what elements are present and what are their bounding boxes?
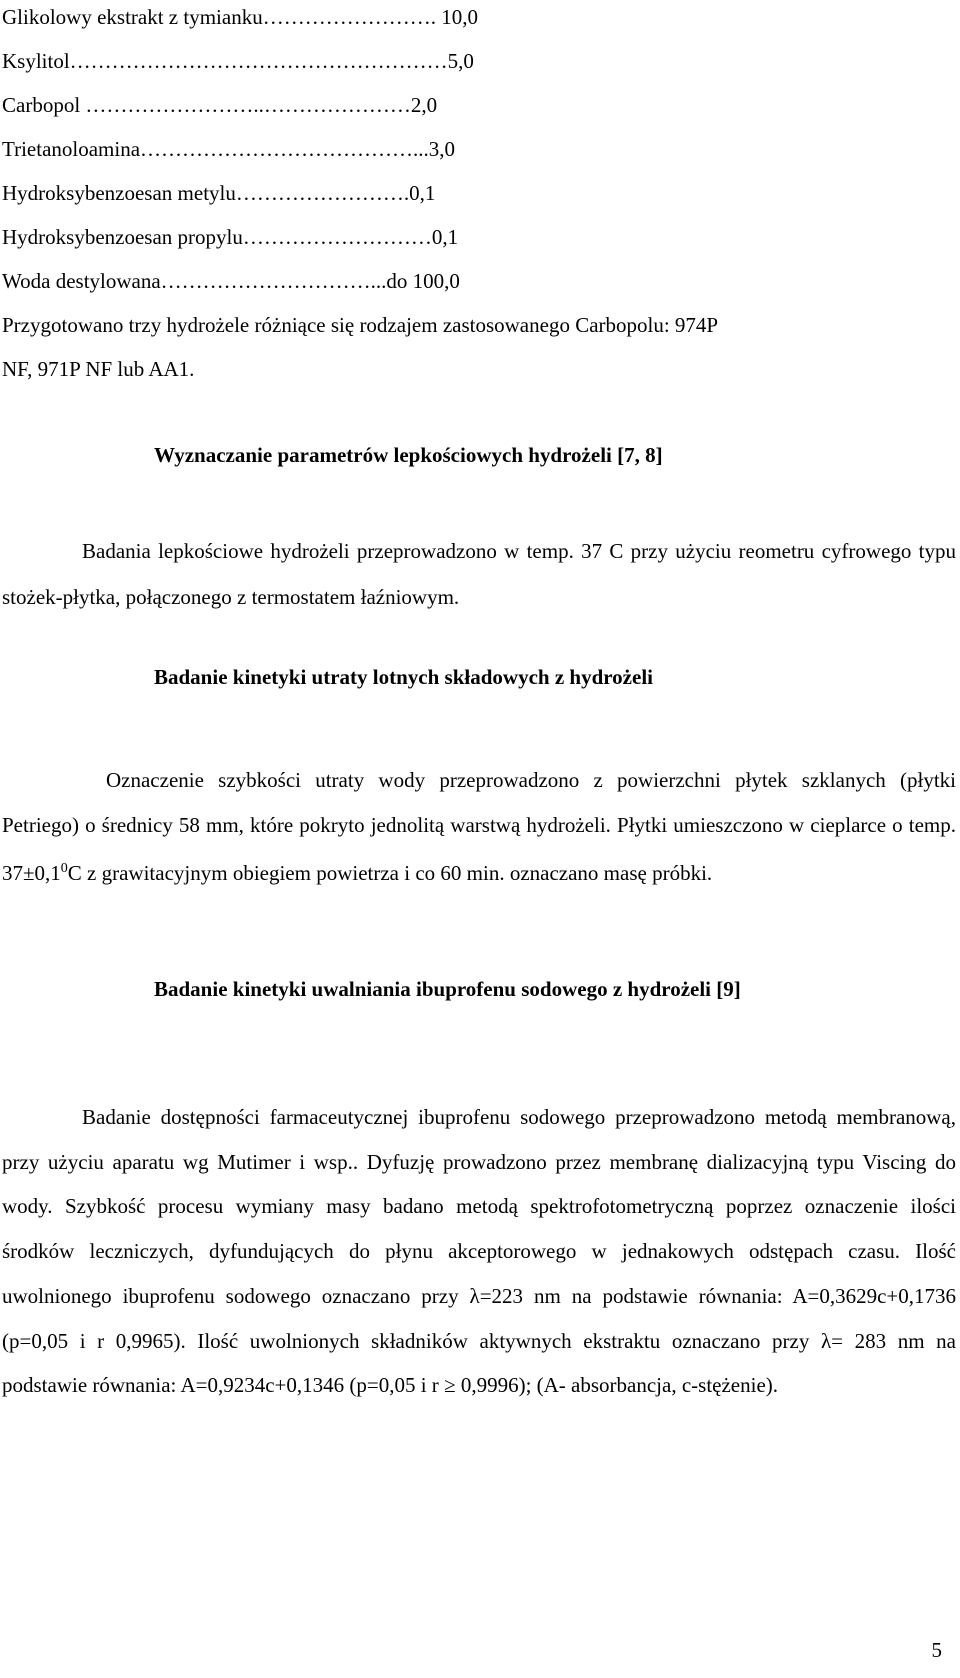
ingredient-line: Hydroksybenzoesan metylu…………………….0,1 [2,181,436,205]
ingredient-line: Woda destylowana…………………………...do 100,0 [2,269,460,293]
superscript-degree: 0 [60,861,68,876]
paragraph-viscosity: Badania lepkościowe hydrożeli przeprowadzono w temp. 37 C przy użyciu reometru cyfrowego typu stożek-płytka, połączonego z termostatem łaźniowym. [2,539,956,609]
section-heading-volatile-loss: Badanie kinetyki utraty lotnych składowych z hydrożeli [154,665,653,689]
ingredient-line: Ksylitol………………………………………………5,0 [2,49,474,73]
intro-text-line: NF, 971P NF lub AA1. [2,357,195,381]
ingredient-line: Carbopol ……………………..…………………2,0 [2,93,438,117]
ingredient-line: Trietanoloamina…………………………………...3,0 [2,137,456,161]
page-number: 5 [931,1638,942,1662]
paragraph-text: Oznaczenie szybkości utraty wody przeprowadzono z powierzchni płytek szklanych (płytki Petriego) o średnicy 58 mm, które pokryto jednolitą warstwą hydrożeli. Płytki umieszczono w cieplarce o temp. 37±0,1 [2,768,956,885]
ingredient-line: Glikolowy ekstrakt z tymianku……………………. 10,0 [2,5,478,29]
section-heading-viscosity: Wyznaczanie parametrów lepkościowych hydrożeli [7, 8] [154,443,663,467]
paragraph-volatile-loss [2,758,956,896]
section-heading-ibuprofen-release: Badanie kinetyki uwalniania ibuprofenu sodowego z hydrożeli [9] [154,977,741,1001]
intro-text-line: Przygotowano trzy hydrożele różniące się rodzajem zastosowanego Carbopolu: 974P [2,313,719,337]
ingredient-line: Hydroksybenzoesan propylu………………………0,1 [2,225,459,249]
paragraph-ibuprofen-release: Badanie dostępności farmaceutycznej ibuprofenu sodowego przeprowadzono metodą membranową, przy użyciu aparatu wg Mutimer i wsp.. Dyfuzję prowadzono przez membranę dializacyjną typu Viscing do wody. Szybkość procesu wymiany masy badano metodą spektrofotometryczną poprzez oznaczenie ilości środków leczniczych, dyfundujących do płynu akceptorowego w jednakowych odstępach czasu. Ilość uwolnionego ibuprofenu sodowego oznaczano przy λ=223 nm na podstawie równania: A=0,3629c+0,1736 (p=0,05 i r 0,9965). Ilość uwolnionych składników aktywnych ekstraktu oznaczano przy λ= 283 nm na podstawie równania: A=0,9234c+0,1346 (p=0,05 i r ≥ 0,9996); (A- absorbancja, c-stężenie). [2,1105,956,1398]
paragraph-text: C z grawitacyjnym obiegiem powietrza i co 60 min. oznaczano masę próbki. [67,861,713,885]
